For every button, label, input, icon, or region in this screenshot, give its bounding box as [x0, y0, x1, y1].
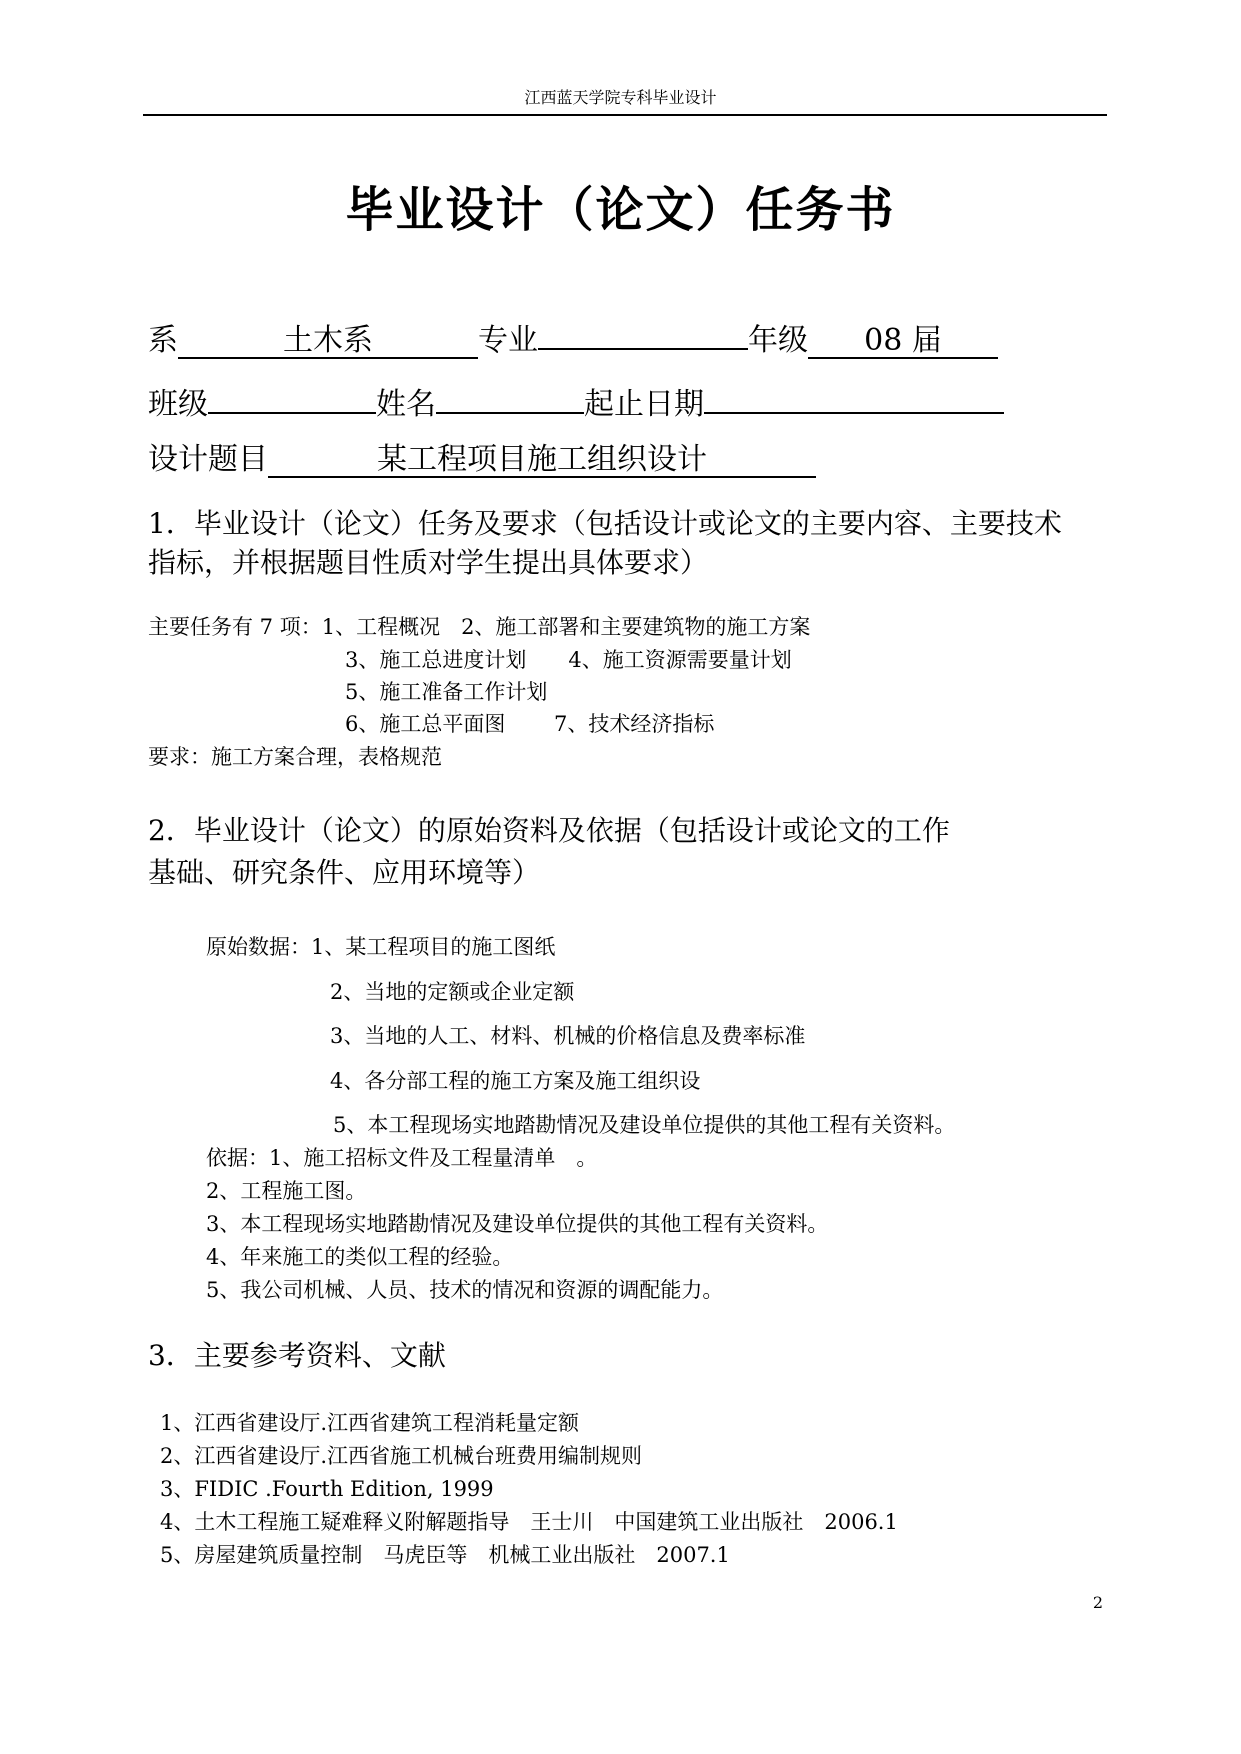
raw-data-line-1: 原始数据：1、某工程项目的施工图纸: [206, 935, 556, 959]
page-number: 2: [1092, 1593, 1103, 1612]
raw-data-line-5: 5、本工程现场实地踏勘情况及建设单位提供的其他工程有关资料。: [333, 1113, 956, 1137]
section1-heading-line2: 指标，并根据题目性质对学生提出具体要求）: [148, 546, 709, 579]
tasks-line-4: 6、施工总平面图 7、技术经济指标: [345, 712, 715, 736]
basis-line-3: 3、本工程现场实地踏勘情况及建设单位提供的其他工程有关资料。: [206, 1212, 829, 1236]
dept-label: 系: [148, 323, 178, 358]
reference-item: 2、江西省建设厅.江西省施工机械台班费用编制规则: [160, 1444, 643, 1468]
section1-heading-line1: 1．毕业设计（论文）任务及要求（包括设计或论文的主要内容、主要技术: [148, 507, 1062, 540]
section3-heading: 3．主要参考资料、文献: [148, 1339, 446, 1372]
topic-field[interactable]: 某工程项目施工组织设计: [268, 440, 816, 478]
requirement-line: 要求：施工方案合理，表格规范: [148, 745, 442, 769]
basis-line-1: 依据：1、施工招标文件及工程量清单 。: [206, 1146, 598, 1170]
topic-label: 设计题目: [148, 442, 268, 477]
raw-data-line-4: 4、各分部工程的施工方案及施工组织设: [330, 1069, 701, 1093]
document-title: 毕业设计（论文）任务书: [345, 182, 896, 238]
reference-item: 4、土木工程施工疑难释义附解题指导 王士川 中国建筑工业出版社 2006.1: [160, 1510, 898, 1534]
reference-item: 1、江西省建设厅.江西省建筑工程消耗量定额: [160, 1411, 580, 1435]
section2-heading-line2: 基础、研究条件、应用环境等）: [148, 856, 541, 889]
date-field[interactable]: [704, 376, 1004, 414]
form-row-3: [148, 440, 816, 480]
reference-item: 5、房屋建筑质量控制 马虎臣等 机械工业出版社 2007.1: [160, 1543, 730, 1567]
major-field[interactable]: [538, 312, 748, 350]
grade-label: 年级: [748, 323, 808, 358]
class-field[interactable]: [208, 376, 376, 414]
tasks-line-1: 主要任务有 7 项：1、工程概况 2、施工部署和主要建筑物的施工方案: [148, 615, 811, 639]
header-rule: [143, 114, 1107, 116]
tasks-line-3: 5、施工准备工作计划: [345, 680, 548, 704]
name-field[interactable]: [436, 376, 584, 414]
name-label: 姓名: [376, 387, 436, 422]
basis-line-4: 4、年来施工的类似工程的经验。: [206, 1245, 514, 1269]
basis-line-5: 5、我公司机械、人员、技术的情况和资源的调配能力。: [206, 1278, 724, 1302]
raw-data-line-2: 2、当地的定额或企业定额: [330, 980, 575, 1004]
form-row-1: [148, 312, 998, 361]
page-header: 江西蓝天学院专科毕业设计: [524, 88, 717, 107]
major-label: 专业: [478, 323, 538, 358]
dept-field[interactable]: 土木系: [178, 321, 478, 359]
date-label: 起止日期: [584, 387, 704, 422]
grade-field[interactable]: 08 届: [808, 321, 998, 359]
form-row-2: [148, 376, 1004, 425]
tasks-line-2: 3、施工总进度计划 4、施工资源需要量计划: [345, 648, 792, 672]
class-label: 班级: [148, 387, 208, 422]
raw-data-line-3: 3、当地的人工、材料、机械的价格信息及费率标准: [330, 1024, 806, 1048]
basis-line-2: 2、工程施工图。: [206, 1179, 367, 1203]
section2-heading-line1: 2．毕业设计（论文）的原始资料及依据（包括设计或论文的工作: [148, 814, 950, 847]
reference-item: 3、FIDIC .Fourth Edition, 1999: [160, 1477, 494, 1501]
